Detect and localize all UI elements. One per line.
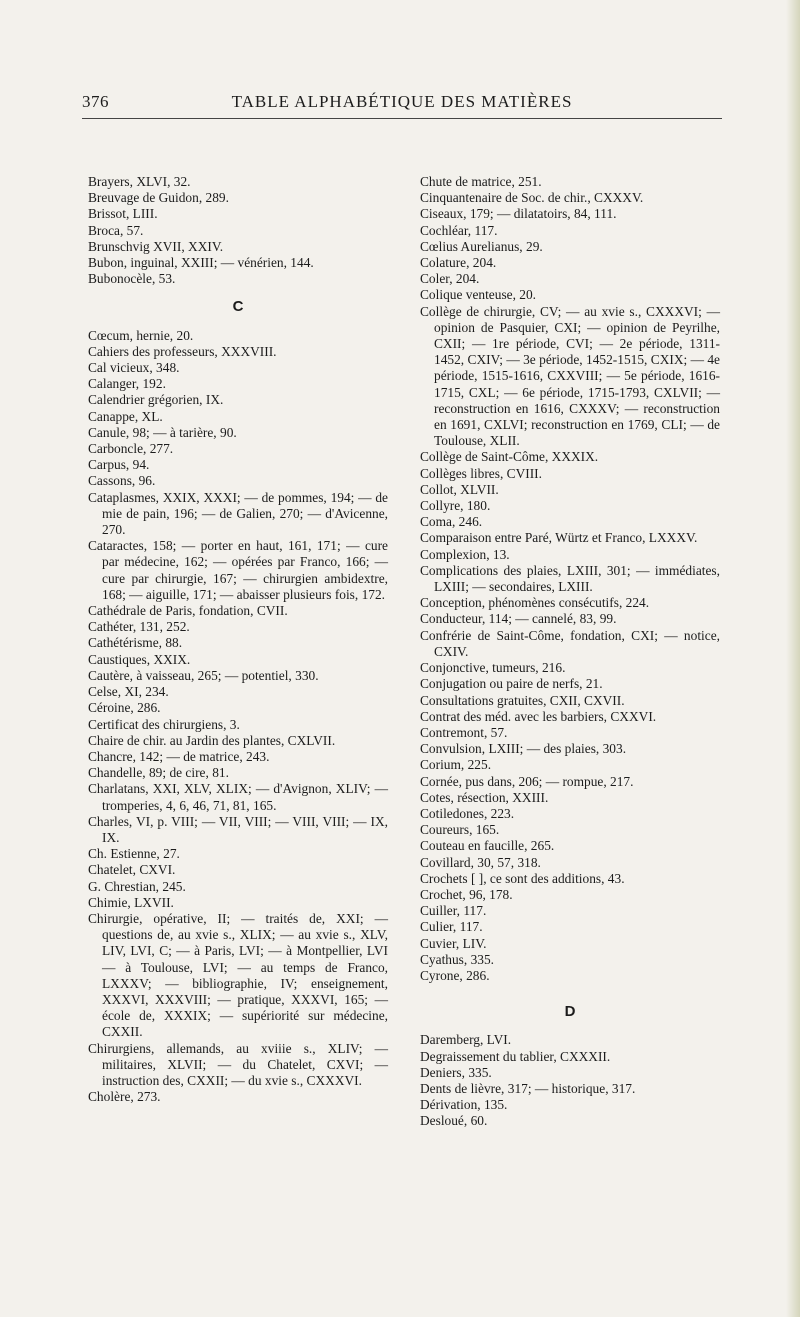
index-entry: Cornée, pus dans, 206; — rompue, 217.	[420, 773, 634, 789]
index-entry: Dérivation, 135.	[420, 1097, 508, 1113]
index-entry: Cuiller, 117.	[420, 903, 487, 919]
index-entry: Complexion, 13.	[420, 546, 510, 562]
index-entry: Corium, 225.	[420, 757, 492, 773]
index-entry: Conjonctive, tumeurs, 216.	[420, 660, 566, 676]
index-entry: Celse, XI, 234.	[88, 684, 169, 700]
index-entry: Cataractes, 158; — porter en haut, 161, 171; — cure par médecine, 162; — opérées par Franco, 166; — cure par chirurgie, 167; — chirurgien ambidextre, 168; — aiguille, 171; — abaisser plusieurs fois, 172.	[88, 538, 388, 602]
index-entry: Calendrier grégorien, IX.	[88, 392, 224, 408]
index-entry: Collyre, 180.	[420, 498, 491, 514]
index-entry: Coma, 246.	[420, 514, 483, 530]
index-entry: Coureurs, 165.	[420, 822, 500, 838]
left-column	[88, 174, 388, 1105]
index-entry: Breuvage de Guidon, 289.	[88, 190, 229, 206]
index-entry: Chandelle, 89; de cire, 81.	[88, 765, 229, 781]
index-entry: Chute de matrice, 251.	[420, 174, 542, 189]
index-entry: Canule, 98; — à tarière, 90.	[88, 424, 237, 440]
index-entry: Chancre, 142; — de matrice, 243.	[88, 748, 270, 764]
index-entry: Carboncle, 277.	[88, 441, 174, 457]
index-entry: Complications des plaies, LXIII, 301; — immédiates, LXIII; — secondaires, LXIII.	[420, 562, 720, 595]
index-entry: Daremberg, LVI.	[420, 1032, 512, 1048]
left-entries-c	[88, 328, 388, 1106]
index-entry: Cassons, 96.	[88, 473, 156, 489]
index-entry: Collot, XLVII.	[420, 481, 499, 497]
index-entry: Collège de chirurgie, CV; — au xvie s., CXXXVI; — opinion de Pasquier, CXI; — opinion de Peyrilhe, CXII; — 1re période, CVI; — 2e période, 1311-1452, CXIV; — 3e période, 1452-1515, CXIX; — 4e période, 1515-1616, CXXVIII; — 5e période, 1616-1715, CXL; — 6e période, 1715-1793, CXLVII; — reconstruction en 1616, CXXXV; — reconstruction en 1691, CXLVI; reconstruction en 1769, CLI; — de Toulouse, XLII.	[420, 303, 720, 449]
index-entry: Collège de Saint-Côme, XXXIX.	[420, 449, 599, 465]
index-entry: Cathédrale de Paris, fondation, CVII.	[88, 603, 288, 619]
index-entry: Convulsion, LXIII; — des plaies, 303.	[420, 741, 627, 757]
index-entry: Contremont, 57.	[420, 724, 508, 740]
index-entry: Céroine, 286.	[88, 700, 161, 716]
index-entry: Brissot, LIII.	[88, 206, 158, 222]
running-title: TABLE ALPHABÉTIQUE DES MATIÈRES	[231, 92, 573, 111]
index-entry: Conception, phénomènes consécutifs, 224.	[420, 595, 650, 611]
header-rule	[82, 118, 722, 119]
index-entry: G. Chrestian, 245.	[88, 878, 186, 894]
index-entry: Cyrone, 286.	[420, 967, 490, 983]
index-entry: Caustiques, XXIX.	[88, 651, 191, 667]
index-entry: Bubonocèle, 53.	[88, 271, 176, 287]
index-entry: Chatelet, CXVI.	[88, 862, 176, 878]
index-entry: Conducteur, 114; — cannelé, 83, 99.	[420, 611, 617, 627]
page-edge	[786, 0, 800, 1317]
index-entry: Crochet, 96, 178.	[420, 886, 513, 902]
index-entry: Cyathus, 335.	[420, 951, 495, 967]
index-entry: Cuvier, LIV.	[420, 935, 487, 951]
index-entry: Cataplasmes, XXIX, XXXI; — de pommes, 194; — de mie de pain, 196; — de Galien, 270; — d'Avicenne, 270.	[88, 489, 388, 538]
index-entry: Comparaison entre Paré, Würtz et Franco, LXXXV.	[420, 530, 698, 546]
index-entry: Canappe, XL.	[88, 408, 163, 424]
index-entry: Collèges libres, CVIII.	[420, 465, 542, 481]
index-entry: Cochléar, 117.	[420, 222, 498, 238]
index-entry: Deniers, 335.	[420, 1064, 492, 1080]
section-letter-d: D	[564, 1003, 576, 1021]
index-entry: Crochets [ ], ce sont des additions, 43.	[420, 870, 625, 886]
index-entry: Cœlius Aurelianus, 29.	[420, 238, 543, 254]
index-entry: Dents de lièvre, 317; — historique, 317.	[420, 1080, 636, 1096]
index-entry: Cautère, à vaisseau, 265; — potentiel, 330.	[88, 667, 319, 683]
index-entry: Contrat des méd. avec les barbiers, CXXVI.	[420, 708, 657, 724]
index-entry: Desloué, 60.	[420, 1113, 488, 1129]
index-entry: Charlatans, XXI, XLV, XLIX; — d'Avignon, XLIV; — tromperies, 4, 6, 46, 71, 81, 165.	[88, 781, 388, 813]
page-header	[82, 92, 722, 118]
index-entry: Confrérie de Saint-Côme, fondation, CXI; — notice, CXIV.	[420, 627, 720, 659]
index-entry: Chirurgie, opérative, II; — traités de, XXI; — questions de, au xvie s., XLIX; — au xvie s., XLV, LIV, LVI, C; — à Paris, LVI; — à Montpellier, LVI — à Toulouse, LVI; — au temps de Franco, LXXXV; — bibliographie, IV; enseignement, XXXVI, XXXVIII; — pratique, XXXVI, 165; — école de, XXXIX; — supériorité sur médecine, CXXII.	[88, 910, 388, 1040]
index-entry: Charles, VI, p. VIII; — VII, VIII; — VIII, VIII; — IX, IX.	[88, 813, 388, 845]
index-entry: Degraissement du tablier, CXXXII.	[420, 1048, 611, 1064]
index-entry: Cinquantenaire de Soc. de chir., CXXXV.	[420, 190, 644, 206]
index-entry: Colature, 204.	[420, 255, 497, 271]
index-entry: Calanger, 192.	[88, 376, 166, 392]
index-entry: Cœcum, hernie, 20.	[88, 327, 194, 343]
index-entry: Broca, 57.	[88, 222, 144, 238]
index-entry: Coler, 204.	[420, 271, 480, 287]
index-entry: Brunschvig XVII, XXIV.	[88, 238, 224, 254]
section-letter-c: C	[232, 298, 244, 316]
index-entry: Brayers, XLVI, 32.	[88, 174, 191, 189]
index-entry: Ch. Estienne, 27.	[88, 846, 180, 862]
index-entry: Carpus, 94.	[88, 457, 150, 473]
index-entry: Consultations gratuites, CXII, CXVII.	[420, 692, 625, 708]
index-entry: Couteau en faucille, 265.	[420, 838, 555, 854]
index-entry: Bubon, inguinal, XXIII; — vénérien, 144.	[88, 255, 314, 271]
index-entry: Cal vicieux, 348.	[88, 360, 180, 376]
index-entry: Chimie, LXVII.	[88, 894, 174, 910]
index-entry: Ciseaux, 179; — dilatatoirs, 84, 111.	[420, 206, 617, 222]
right-entries-d	[420, 1032, 720, 1129]
index-entry: Conjugation ou paire de nerfs, 21.	[420, 676, 603, 692]
right-entries-c	[420, 174, 720, 984]
index-entry: Colique venteuse, 20.	[420, 287, 537, 303]
index-entry: Cathéter, 131, 252.	[88, 619, 190, 635]
index-entry: Cahiers des professeurs, XXXVIII.	[88, 343, 277, 359]
left-entries-b	[88, 174, 388, 287]
page-number: 376	[82, 92, 109, 111]
index-entry: Cotiledones, 223.	[420, 805, 515, 821]
index-entry: Cholère, 273.	[88, 1089, 161, 1105]
index-entry: Certificat des chirurgiens, 3.	[88, 716, 240, 732]
right-column	[420, 174, 720, 1130]
index-entry: Cotes, résection, XXIII.	[420, 789, 549, 805]
index-entry: Chirurgiens, allemands, au xviiie s., XLIV; — militaires, XLVII; — du Chatelet, CXVI; — instruction des, CXXII; — du xvie s., CXXXVI.	[88, 1040, 388, 1088]
index-entry: Covillard, 30, 57, 318.	[420, 854, 541, 870]
index-entry: Chaire de chir. au Jardin des plantes, CXLVII.	[88, 732, 336, 748]
index-entry: Cathétérisme, 88.	[88, 635, 183, 651]
index-entry: Culier, 117.	[420, 919, 483, 935]
